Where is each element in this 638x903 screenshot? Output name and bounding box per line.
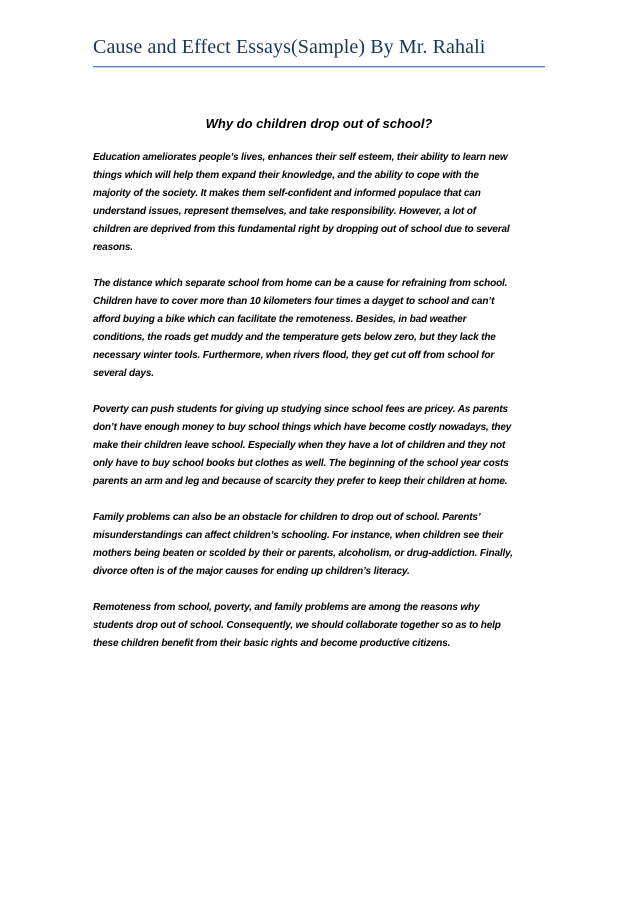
text-line: mothers being beaten or scolded by their or parents, alcoholism, or drug-addiction. Finally, (93, 548, 513, 559)
text-line: The distance which separate school from home can be a cause for refraining from school. (93, 278, 508, 289)
text-line: things which will help them expand their knowledge, and the ability to cope with the (93, 170, 479, 181)
page-header (93, 36, 545, 67)
text-line: Remoteness from school, poverty, and family problems are among the reasons why (93, 602, 480, 613)
paragraph-introduction (93, 149, 548, 257)
text-line: misunderstandings can affect children’s schooling. For instance, when children see their (93, 530, 503, 541)
text-line: Family problems can also be an obstacle for children to drop out of school. Parents’ (93, 512, 481, 523)
text-line: Poverty can push students for giving up studying since school fees are pricey. As parents (93, 404, 508, 415)
text-line: necessary winter tools. Furthermore, when rivers flood, they get cut off from school for (93, 350, 495, 361)
text-line: divorce often is of the major causes for ending up children’s literacy. (93, 566, 410, 577)
text-line: only have to buy school books but clothes as well. The beginning of the school year costs (93, 458, 509, 469)
text-line: children are deprived from this fundamental right by dropping out of school due to several (93, 224, 510, 235)
text-line: afford buying a bike which can facilitate the remoteness. Besides, in bad weather (93, 314, 467, 325)
text-line: several days. (93, 368, 154, 379)
text-line: make their children leave school. Especially when they have a lot of children and they not (93, 440, 506, 451)
text-line: these children benefit from their basic rights and become productive citizens. (93, 638, 451, 649)
header-title: Cause and Effect Essays(Sample) By Mr. Rahali (93, 36, 486, 58)
text-line: don’t have enough money to buy school things which have become costly nowadays, they (93, 422, 512, 433)
paragraph-conclusion (93, 599, 548, 653)
text-line: reasons. (93, 242, 133, 253)
paragraph-poverty (93, 401, 548, 491)
text-line: majority of the society. It makes them self-confident and informed populace that can (93, 188, 481, 199)
paragraph-distance (93, 275, 548, 383)
essay-body (93, 149, 548, 671)
text-line: Children have to cover more than 10 kilometers four times a dayget to school and can’t (93, 296, 495, 307)
text-line: parents an arm and leg and because of scarcity they prefer to keep their children at home. (93, 476, 508, 487)
text-line: understand issues, represent themselves, and take responsibility. However, a lot of (93, 206, 476, 217)
text-line: conditions, the roads get muddy and the temperature gets below zero, but they lack the (93, 332, 496, 343)
paragraph-family-problems (93, 509, 548, 581)
text-line: Education ameliorates people’s lives, enhances their self esteem, their ability to learn new (93, 152, 508, 163)
text-line: students drop out of school. Consequently, we should collaborate together so as to help (93, 620, 501, 631)
essay-title: Why do children drop out of school? (205, 116, 433, 131)
